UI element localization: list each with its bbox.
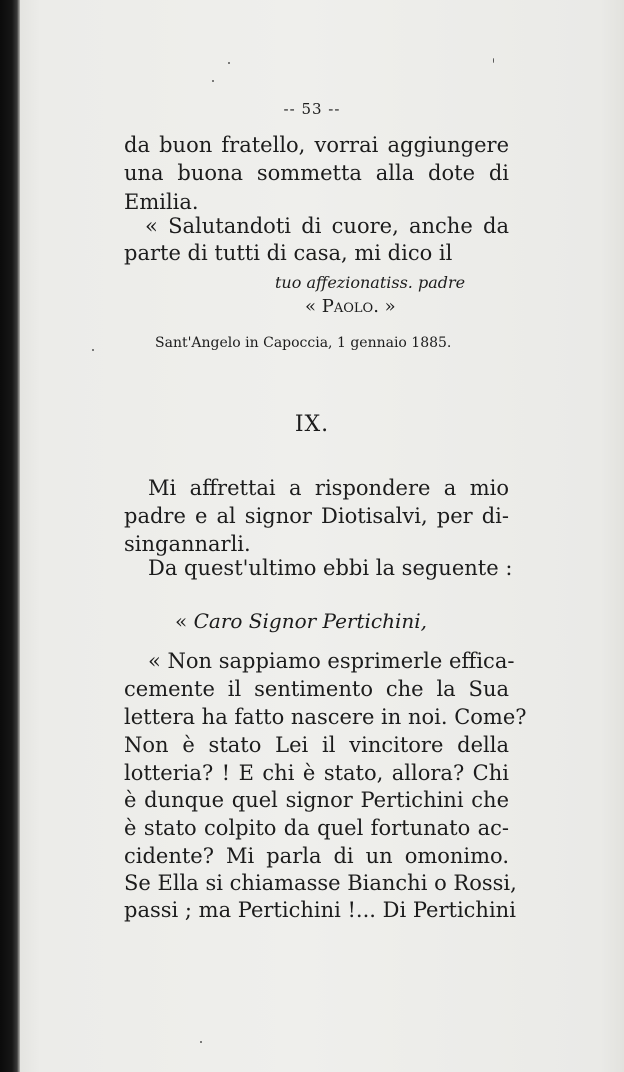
text-line: una buona sommetta alla dote di bbox=[124, 161, 509, 185]
text-line: lotteria? ! E chi è stato, allora? Chi bbox=[124, 761, 509, 785]
signature-name: Paolo. bbox=[321, 296, 379, 317]
scan-speck bbox=[228, 62, 230, 64]
text-line: Da quest'ultimo ebbi la seguente : bbox=[148, 556, 513, 580]
text-line: è dunque quel signor Pertichini che bbox=[124, 788, 509, 812]
letter-salutation bbox=[175, 609, 427, 633]
letter-signoff: tuo affezionatiss. padre bbox=[275, 273, 466, 292]
text-line: cemente il sentimento che la Sua bbox=[124, 677, 509, 701]
text-line: « Non sappiamo esprimerle effica- bbox=[148, 649, 515, 673]
text-line: è stato colpito da quel fortunato ac- bbox=[124, 816, 509, 840]
text-line: padre e al signor Diotisalvi, per di- bbox=[124, 504, 509, 528]
scan-speck bbox=[493, 58, 494, 63]
text-line: da buon fratello, vorrai aggiungere bbox=[124, 133, 509, 157]
place-date-line: Sant'Angelo in Capoccia, 1 gennaio 1885. bbox=[155, 335, 452, 351]
quote-open: « bbox=[305, 296, 317, 317]
letter-signature bbox=[305, 296, 396, 317]
quote-open: « bbox=[175, 609, 188, 633]
scan-speck bbox=[92, 349, 94, 351]
text-line: Mi affrettai a rispondere a mio bbox=[148, 476, 509, 500]
text-line: Non è stato Lei il vincitore della bbox=[124, 733, 509, 757]
scan-speck bbox=[212, 80, 214, 82]
text-line: « Salutandoti di cuore, anche da bbox=[145, 214, 509, 238]
text-line: Se Ella si chiamasse Bianchi o Rossi, bbox=[124, 871, 517, 895]
salutation-text: Caro Signor Pertichini, bbox=[193, 609, 428, 633]
text-line: lettera ha fatto nascere in noi. Come? bbox=[124, 705, 527, 729]
text-line: cidente? Mi parla di un omonimo. bbox=[124, 844, 509, 868]
text-line: passi ; ma Pertichini !... Di Pertichini bbox=[124, 898, 516, 922]
chapter-heading: IX. bbox=[294, 412, 330, 437]
page-number: -- 53 -- bbox=[283, 100, 341, 118]
text-line: Emilia. bbox=[124, 190, 199, 214]
quote-close: » bbox=[384, 296, 396, 317]
text-line: singannarli. bbox=[124, 532, 251, 556]
text-line: parte di tutti di casa, mi dico il bbox=[124, 241, 453, 265]
book-spine-shadow bbox=[0, 0, 20, 1072]
scan-speck bbox=[200, 1041, 202, 1043]
